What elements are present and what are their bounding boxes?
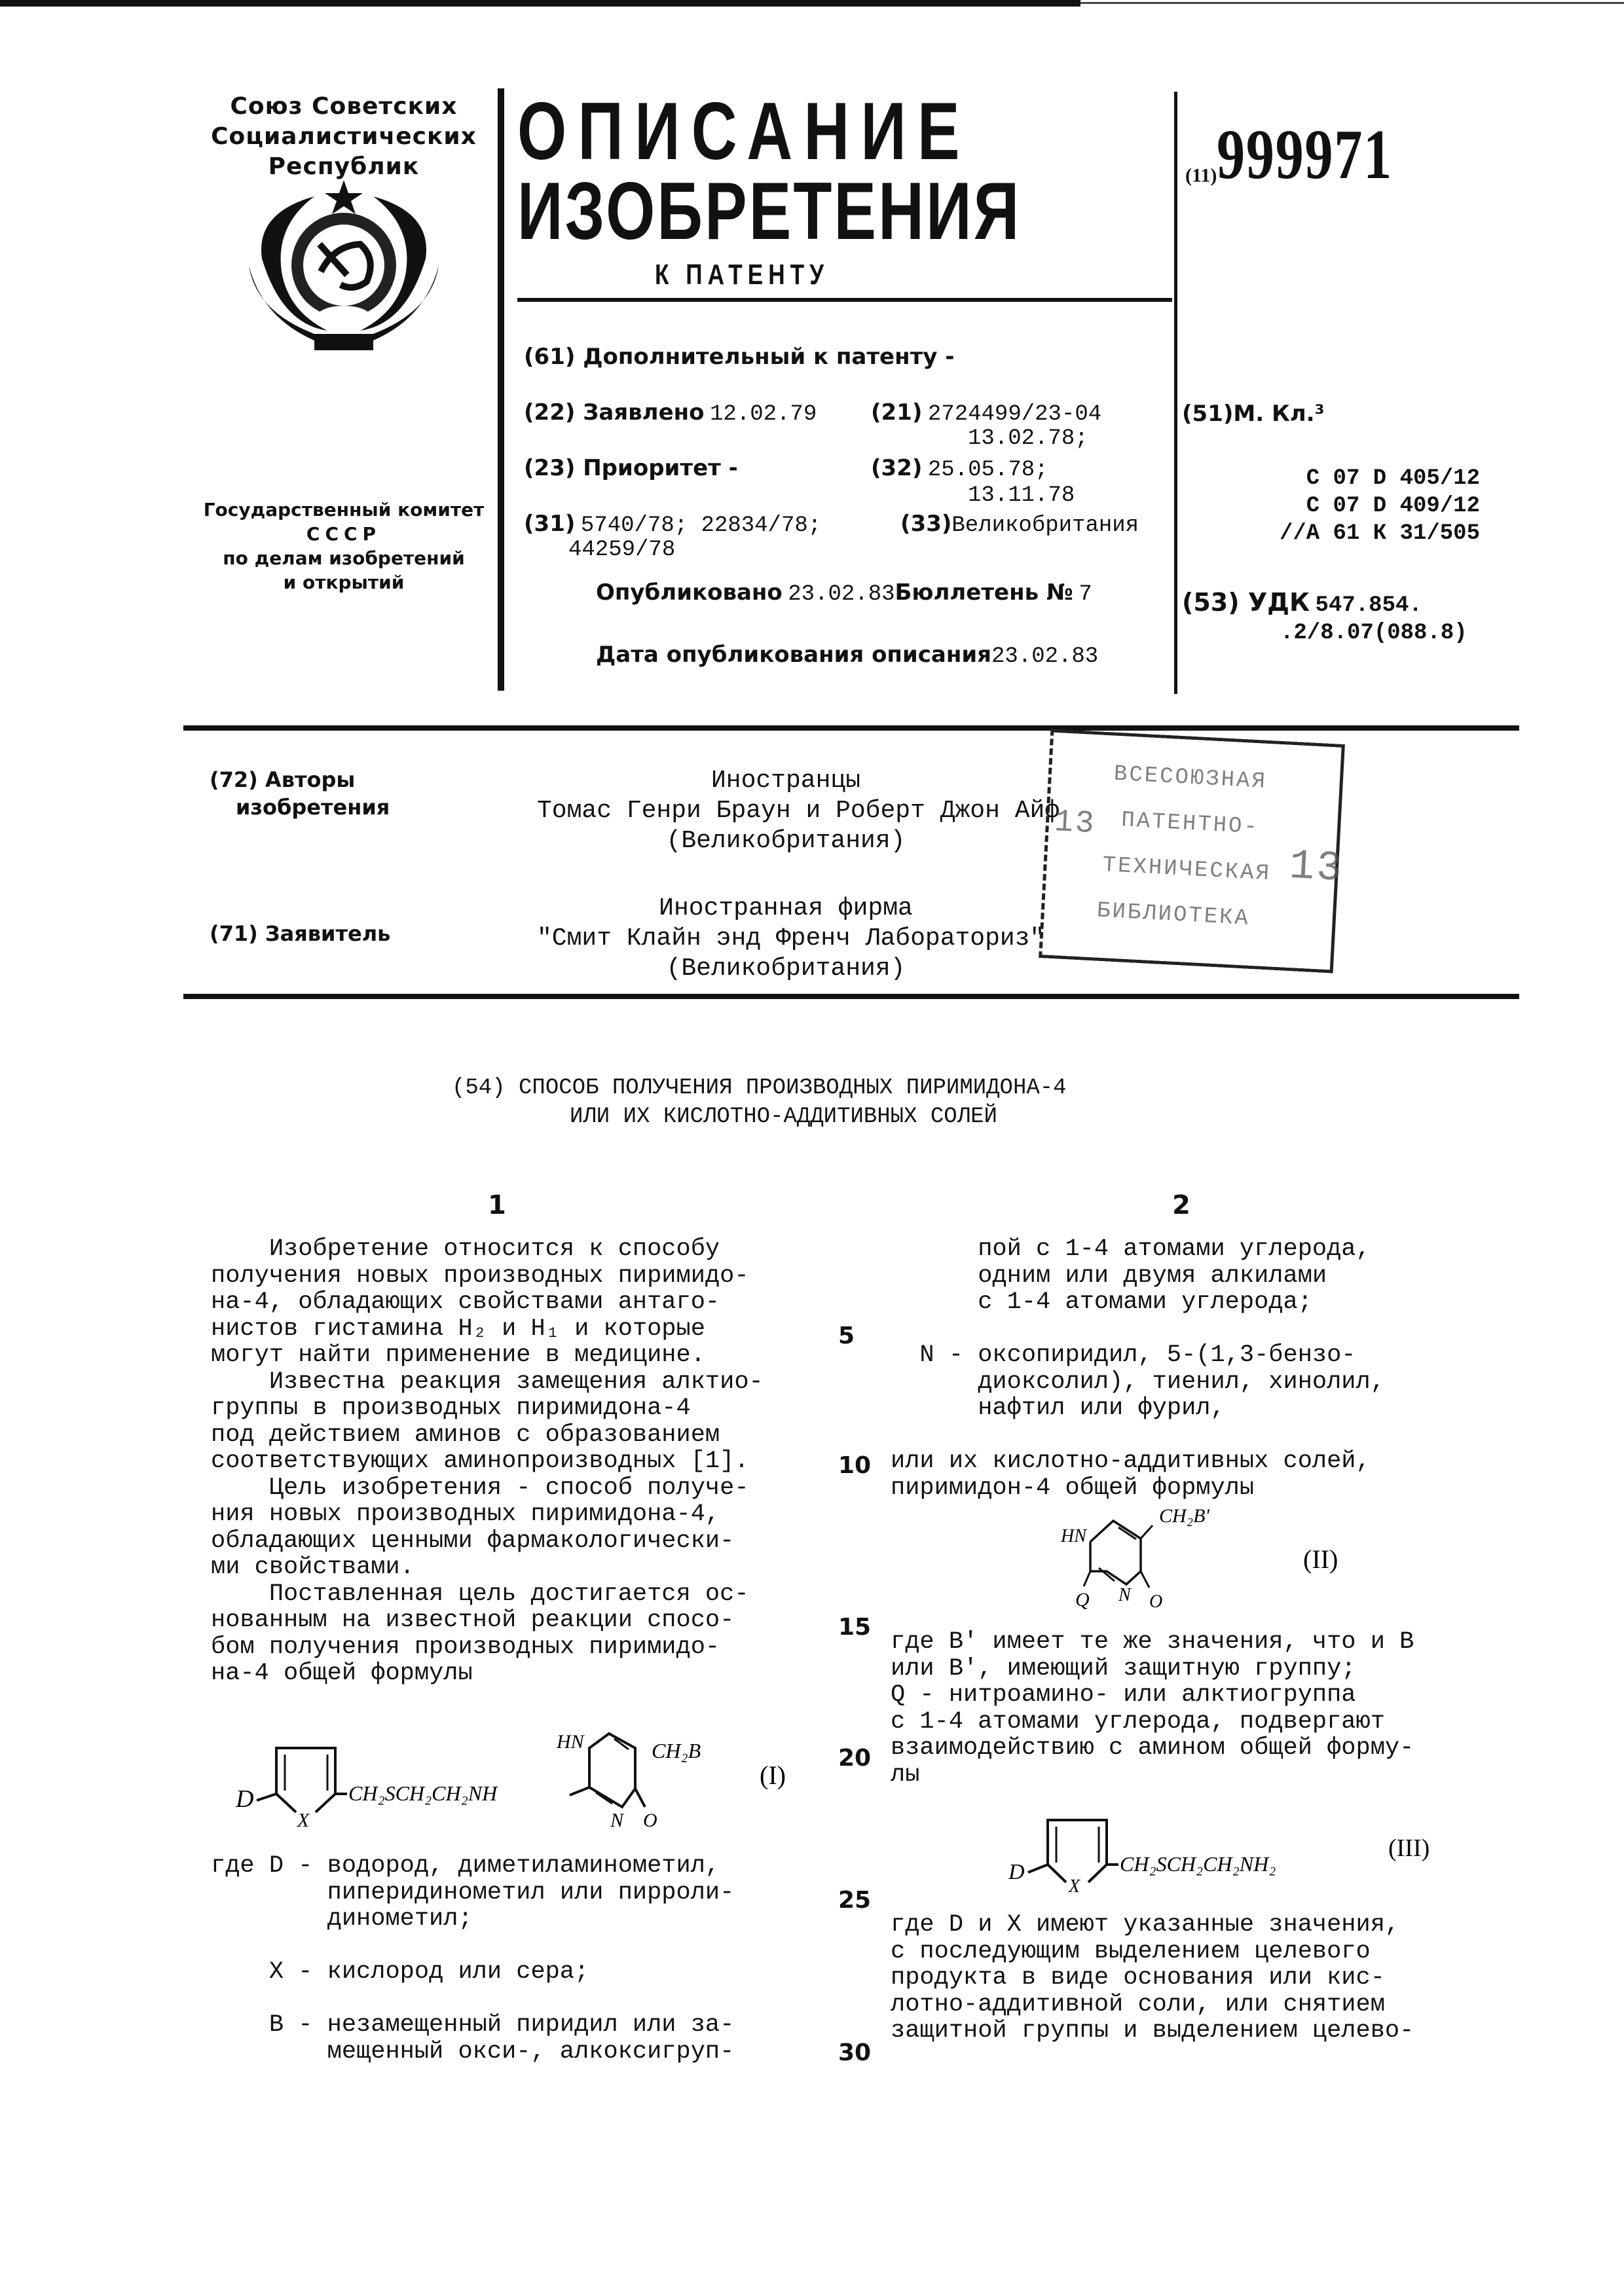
scan-edge-bar-thin <box>1080 2 1624 4</box>
formula-1-o: O <box>643 1810 657 1831</box>
committee-line: и открытий <box>283 572 405 593</box>
field-51 <box>1182 401 1324 428</box>
description-published-label: Дата опубликования описания <box>596 642 991 668</box>
issuing-committee <box>190 498 498 594</box>
patent-number-value: 999971 <box>1217 116 1393 194</box>
applicant-name: "Смит Клайн энд Френч Лабораториз" <box>537 924 1045 953</box>
published-label: Опубликовано <box>596 579 783 606</box>
invention-title-line: ИЛИ ИХ КИСЛОТНО-АДДИТИВНЫХ СОЛЕЙ <box>570 1104 997 1129</box>
field-31-value: 5740/78; 22834/78; <box>580 513 822 538</box>
field-31-label: (31) <box>524 511 576 537</box>
field-31 <box>524 511 821 539</box>
applicant-block <box>537 894 1045 984</box>
authors-label-line: (72) Авторы <box>210 767 356 792</box>
column-number-2: 2 <box>1172 1190 1190 1220</box>
authors-label <box>210 766 390 821</box>
line-number: 30 <box>838 2039 872 2066</box>
committee-line: по делам изобретений <box>223 547 465 569</box>
union-line: Союз Советских <box>230 93 458 120</box>
field-53-label: (53) УДК <box>1182 588 1310 617</box>
bulletin-number: 7 <box>1079 582 1092 607</box>
section-rule <box>183 994 1519 999</box>
formula-1-d: D <box>236 1785 254 1813</box>
field-33-value: Великобритания <box>951 513 1139 538</box>
formula-2-substituent: CH₂B' <box>1159 1505 1209 1527</box>
patent-number-code: (11) <box>1185 164 1217 187</box>
line-number: 25 <box>838 1887 872 1914</box>
stamp-line: ПАТЕНТНО- <box>1120 808 1260 841</box>
field-23-label: (23) Приоритет <box>524 455 721 481</box>
field-21-value: 2724499/23-04 <box>927 402 1102 427</box>
ipc-code: //А 61 К 31/505 <box>1279 521 1480 546</box>
patent-number <box>1185 115 1437 196</box>
formula-3-chain: CH₂SCH₂CH₂NH₂ <box>1120 1852 1276 1876</box>
field-53 <box>1182 589 1422 619</box>
line-number: 15 <box>838 1614 872 1641</box>
column-number-1: 1 <box>488 1190 506 1220</box>
column-divider <box>1174 92 1177 694</box>
field-31-second <box>568 536 675 563</box>
field-published <box>596 579 1092 608</box>
field-32-second <box>968 481 1075 509</box>
invention-title <box>452 1074 1067 1131</box>
formula-1-n: N <box>610 1810 624 1831</box>
field-21-label: (21) <box>871 399 923 426</box>
document-subtitle: К ПАТЕНТУ <box>655 259 830 291</box>
formula-2-o: O <box>1149 1592 1163 1612</box>
bulletin-label: Бюллетень № <box>895 579 1073 606</box>
formula-3-x: X <box>1069 1876 1080 1897</box>
ussr-emblem-icon <box>236 167 452 363</box>
scan-edge-bar <box>0 0 1080 7</box>
authors-country: (Великобритания) <box>666 827 906 855</box>
column-1-text-definitions: где D - водород, диметиламинометил, пиперидинометил или пирроли- динометил; X - кислород или сера; B - незамещенный пиридил или за- мещенный окси-, алкоксигруп- <box>211 1852 735 2066</box>
column-divider <box>498 88 504 691</box>
field-53-value: 547.854. <box>1315 593 1422 618</box>
formula-1-chain: CH₂SCH₂CH₂NH <box>348 1781 498 1805</box>
applicant-country: (Великобритания) <box>666 955 906 983</box>
field-53-second-value: .2/8.07(088.8) <box>1280 621 1467 646</box>
union-line: Социалистических <box>211 123 477 150</box>
field-61-label: (61) Дополнительный к патенту <box>524 344 938 370</box>
formula-1 <box>216 1728 838 1836</box>
formula-2-n: N <box>1118 1585 1131 1605</box>
field-32-second-value: 13.11.78 <box>968 483 1075 508</box>
line-number: 20 <box>838 1745 872 1772</box>
formula-1-hn: HN <box>557 1731 584 1753</box>
field-23 <box>524 455 738 482</box>
stamp-mark: 13 <box>1053 804 1097 843</box>
formula-3-d: D <box>1008 1860 1025 1884</box>
formula-1-label: (I) <box>760 1760 786 1790</box>
field-32 <box>871 455 1048 483</box>
title-line-1: ОПИСАНИЕ <box>517 86 971 177</box>
field-22 <box>524 399 817 428</box>
authors-names: Томас Генри Браун и Роберт Джон Айф <box>537 797 1060 825</box>
applicant-label: (71) Заявитель <box>210 921 391 946</box>
field-21-date <box>968 424 1088 452</box>
ipc-codes <box>1257 465 1480 547</box>
section-rule <box>183 725 1519 731</box>
authors-label-line: изобретения <box>236 795 390 820</box>
field-21 <box>871 399 1101 428</box>
field-61-value: - <box>937 344 955 370</box>
applicant-header: Иностранная фирма <box>659 894 913 922</box>
authors-block <box>537 766 1060 856</box>
formula-3 <box>1008 1807 1467 1899</box>
library-stamp <box>1039 729 1345 973</box>
field-53-second <box>1280 619 1467 646</box>
line-number: 10 <box>838 1452 872 1479</box>
field-description-published <box>596 642 1098 670</box>
formula-3-label: (III) <box>1388 1834 1430 1862</box>
field-22-value: 12.02.79 <box>710 402 817 427</box>
formula-2-label: (II) <box>1303 1544 1338 1574</box>
formula-2-q: Q <box>1075 1589 1090 1611</box>
field-33-label: (33) <box>900 511 952 537</box>
field-32-label: (32) <box>871 455 923 481</box>
title-rule <box>517 298 1172 302</box>
formula-1-substituent: CH₂B <box>652 1739 701 1762</box>
description-published-date: 23.02.83 <box>991 644 1099 669</box>
title-line-2: ИЗОБРЕТЕНИЯ <box>517 166 1022 257</box>
stamp-line: БИБЛИОТЕКА <box>1096 898 1251 932</box>
column-2-text-process: где D и X имеют указанные значения, с последующим выделением целевого продукта в виде основания или кис- лотно-аддитивной соли, или снятием защитной группы и выделением целево- <box>891 1911 1414 2045</box>
column-1-text-intro: Изобретение относится к способу получения новых производных пиримидо- на-4, обладающих свойствами антаго- нистов гистамина H₂ и H₁ и которые могут найти применение в медицине. Известна реакция замещения алктио- группы в производных пиримидона-4 под действием аминов с образованием соответствующих аминопроизводных [1]. Цель изобретения - способ получе- ния новых производных пиримидона-4, обладающих ценными фармакологически- ми свойствами. Поставленная цель достигается ос- нованным на известной реакции спосо- бом получения производных пиримидо- на-4 общей формулы <box>211 1235 764 1687</box>
union-line: Республик <box>268 153 420 180</box>
field-61 <box>524 344 954 371</box>
stamp-line: ВСЕСОЮЗНАЯ <box>1113 761 1268 795</box>
stamp-mark: 13 <box>1288 843 1345 894</box>
committee-line: СССР <box>306 523 382 545</box>
formula-2-hn: HN <box>1061 1526 1086 1546</box>
ipc-code: С 07 D 409/12 <box>1306 494 1480 519</box>
line-number: 5 <box>838 1322 855 1349</box>
column-2-text-reactants: где B' имеет те же значения, что и B или B', имеющий защитную группу; Q - нитроамино- или алктиогруппа с 1-4 атомами углерода, подвергают взаимодействию с амином общей форму- лы <box>891 1628 1414 1789</box>
field-31-second-value: 44259/78 <box>568 538 676 562</box>
field-22-label: (22) Заявлено <box>524 399 705 426</box>
field-33 <box>900 511 1139 539</box>
formula-1-x: X <box>297 1810 310 1831</box>
document-title <box>517 86 1028 257</box>
field-21-date-value: 13.02.78; <box>968 426 1088 451</box>
stamp-line: ТЕХНИЧЕСКАЯ <box>1101 852 1272 887</box>
invention-title-line: (54) СПОСОБ ПОЛУЧЕНИЯ ПРОИЗВОДНЫХ ПИРИМИДОНА-4 <box>452 1076 1067 1101</box>
field-23-value: - <box>720 455 738 481</box>
authors-header: Иностранцы <box>710 767 861 795</box>
formula-2 <box>1061 1503 1401 1617</box>
field-51-label: (51)М. Кл.³ <box>1182 401 1325 427</box>
committee-line: Государственный комитет <box>203 499 485 520</box>
column-2-text-definitions: пой с 1-4 атомами углерода, одним или двумя алкилами с 1-4 атомами углерода; N - оксопиридил, 5-(1,3-бензо- диоксолил), тиенил, хинолил, нафтил или фурил, или их кислотно-аддитивных солей, пиримидон-4 общей формулы <box>891 1235 1385 1502</box>
published-date: 23.02.83 <box>788 582 895 607</box>
field-32-value: 25.05.78; <box>927 458 1048 483</box>
ipc-code: С 07 D 405/12 <box>1306 466 1480 491</box>
